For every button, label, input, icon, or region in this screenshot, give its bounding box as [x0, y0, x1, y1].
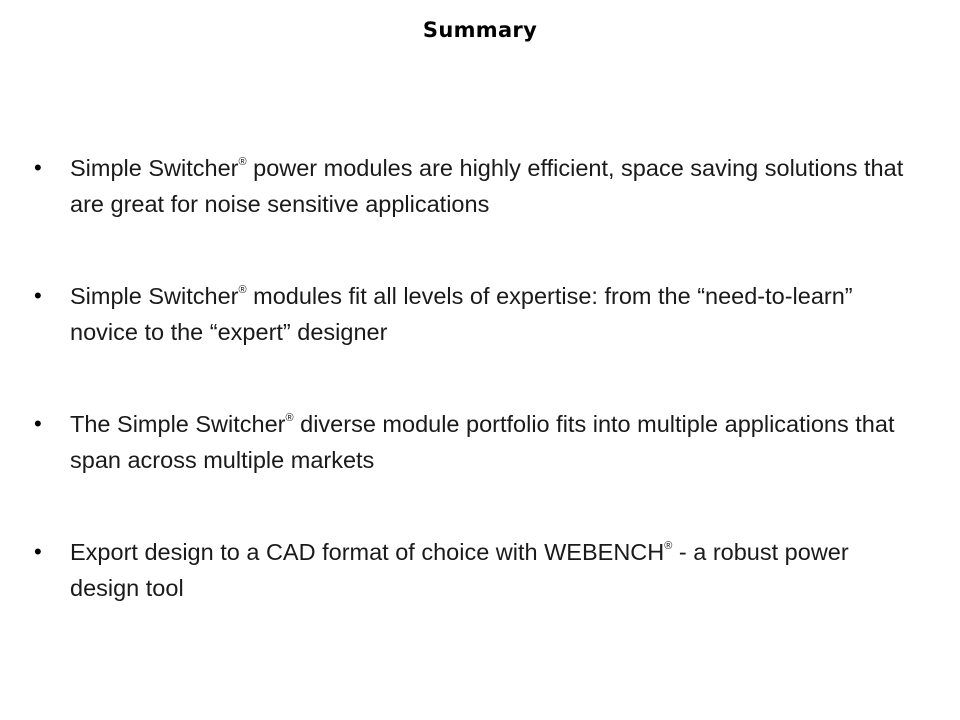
bullet-text-rest: modules fit all levels of expertise: from the “need-to-learn” novice to the “expert” designer — [70, 283, 853, 345]
registered-mark: ® — [238, 284, 247, 297]
slide-title: Summary — [422, 18, 538, 42]
bullet-text — [70, 534, 914, 606]
bullet-item — [34, 150, 914, 222]
bullet-dot-icon: • — [34, 155, 42, 180]
bullet-text-rest: power modules are highly efficient, space saving solutions that are great for noise sensitive applications — [70, 155, 904, 217]
bullet-text-lead: Export design to a CAD format of choice with WEBENCH — [70, 539, 665, 565]
bullet-item — [34, 534, 914, 606]
bullet-text-lead: Simple Switcher — [70, 283, 239, 309]
bullet-text-lead: The Simple Switcher — [70, 411, 286, 437]
bullet-dot-icon: • — [34, 283, 42, 308]
bullet-text — [70, 406, 914, 478]
bullet-text-rest: diverse module portfolio fits into multiple applications that span across multiple markets — [70, 411, 895, 473]
bullet-dot-icon: • — [34, 539, 42, 564]
bullet-text-lead: Simple Switcher — [70, 155, 239, 181]
bullet-text — [70, 150, 914, 222]
bullet-dot-icon: • — [34, 411, 42, 436]
bullet-item — [34, 406, 914, 478]
bullet-text — [70, 278, 914, 350]
bullet-list — [34, 150, 914, 662]
registered-mark: ® — [285, 412, 294, 425]
registered-mark: ® — [238, 156, 247, 169]
bullet-item — [34, 278, 914, 350]
bullet-text-rest: - a robust power design tool — [70, 539, 849, 601]
registered-mark: ® — [664, 540, 673, 553]
